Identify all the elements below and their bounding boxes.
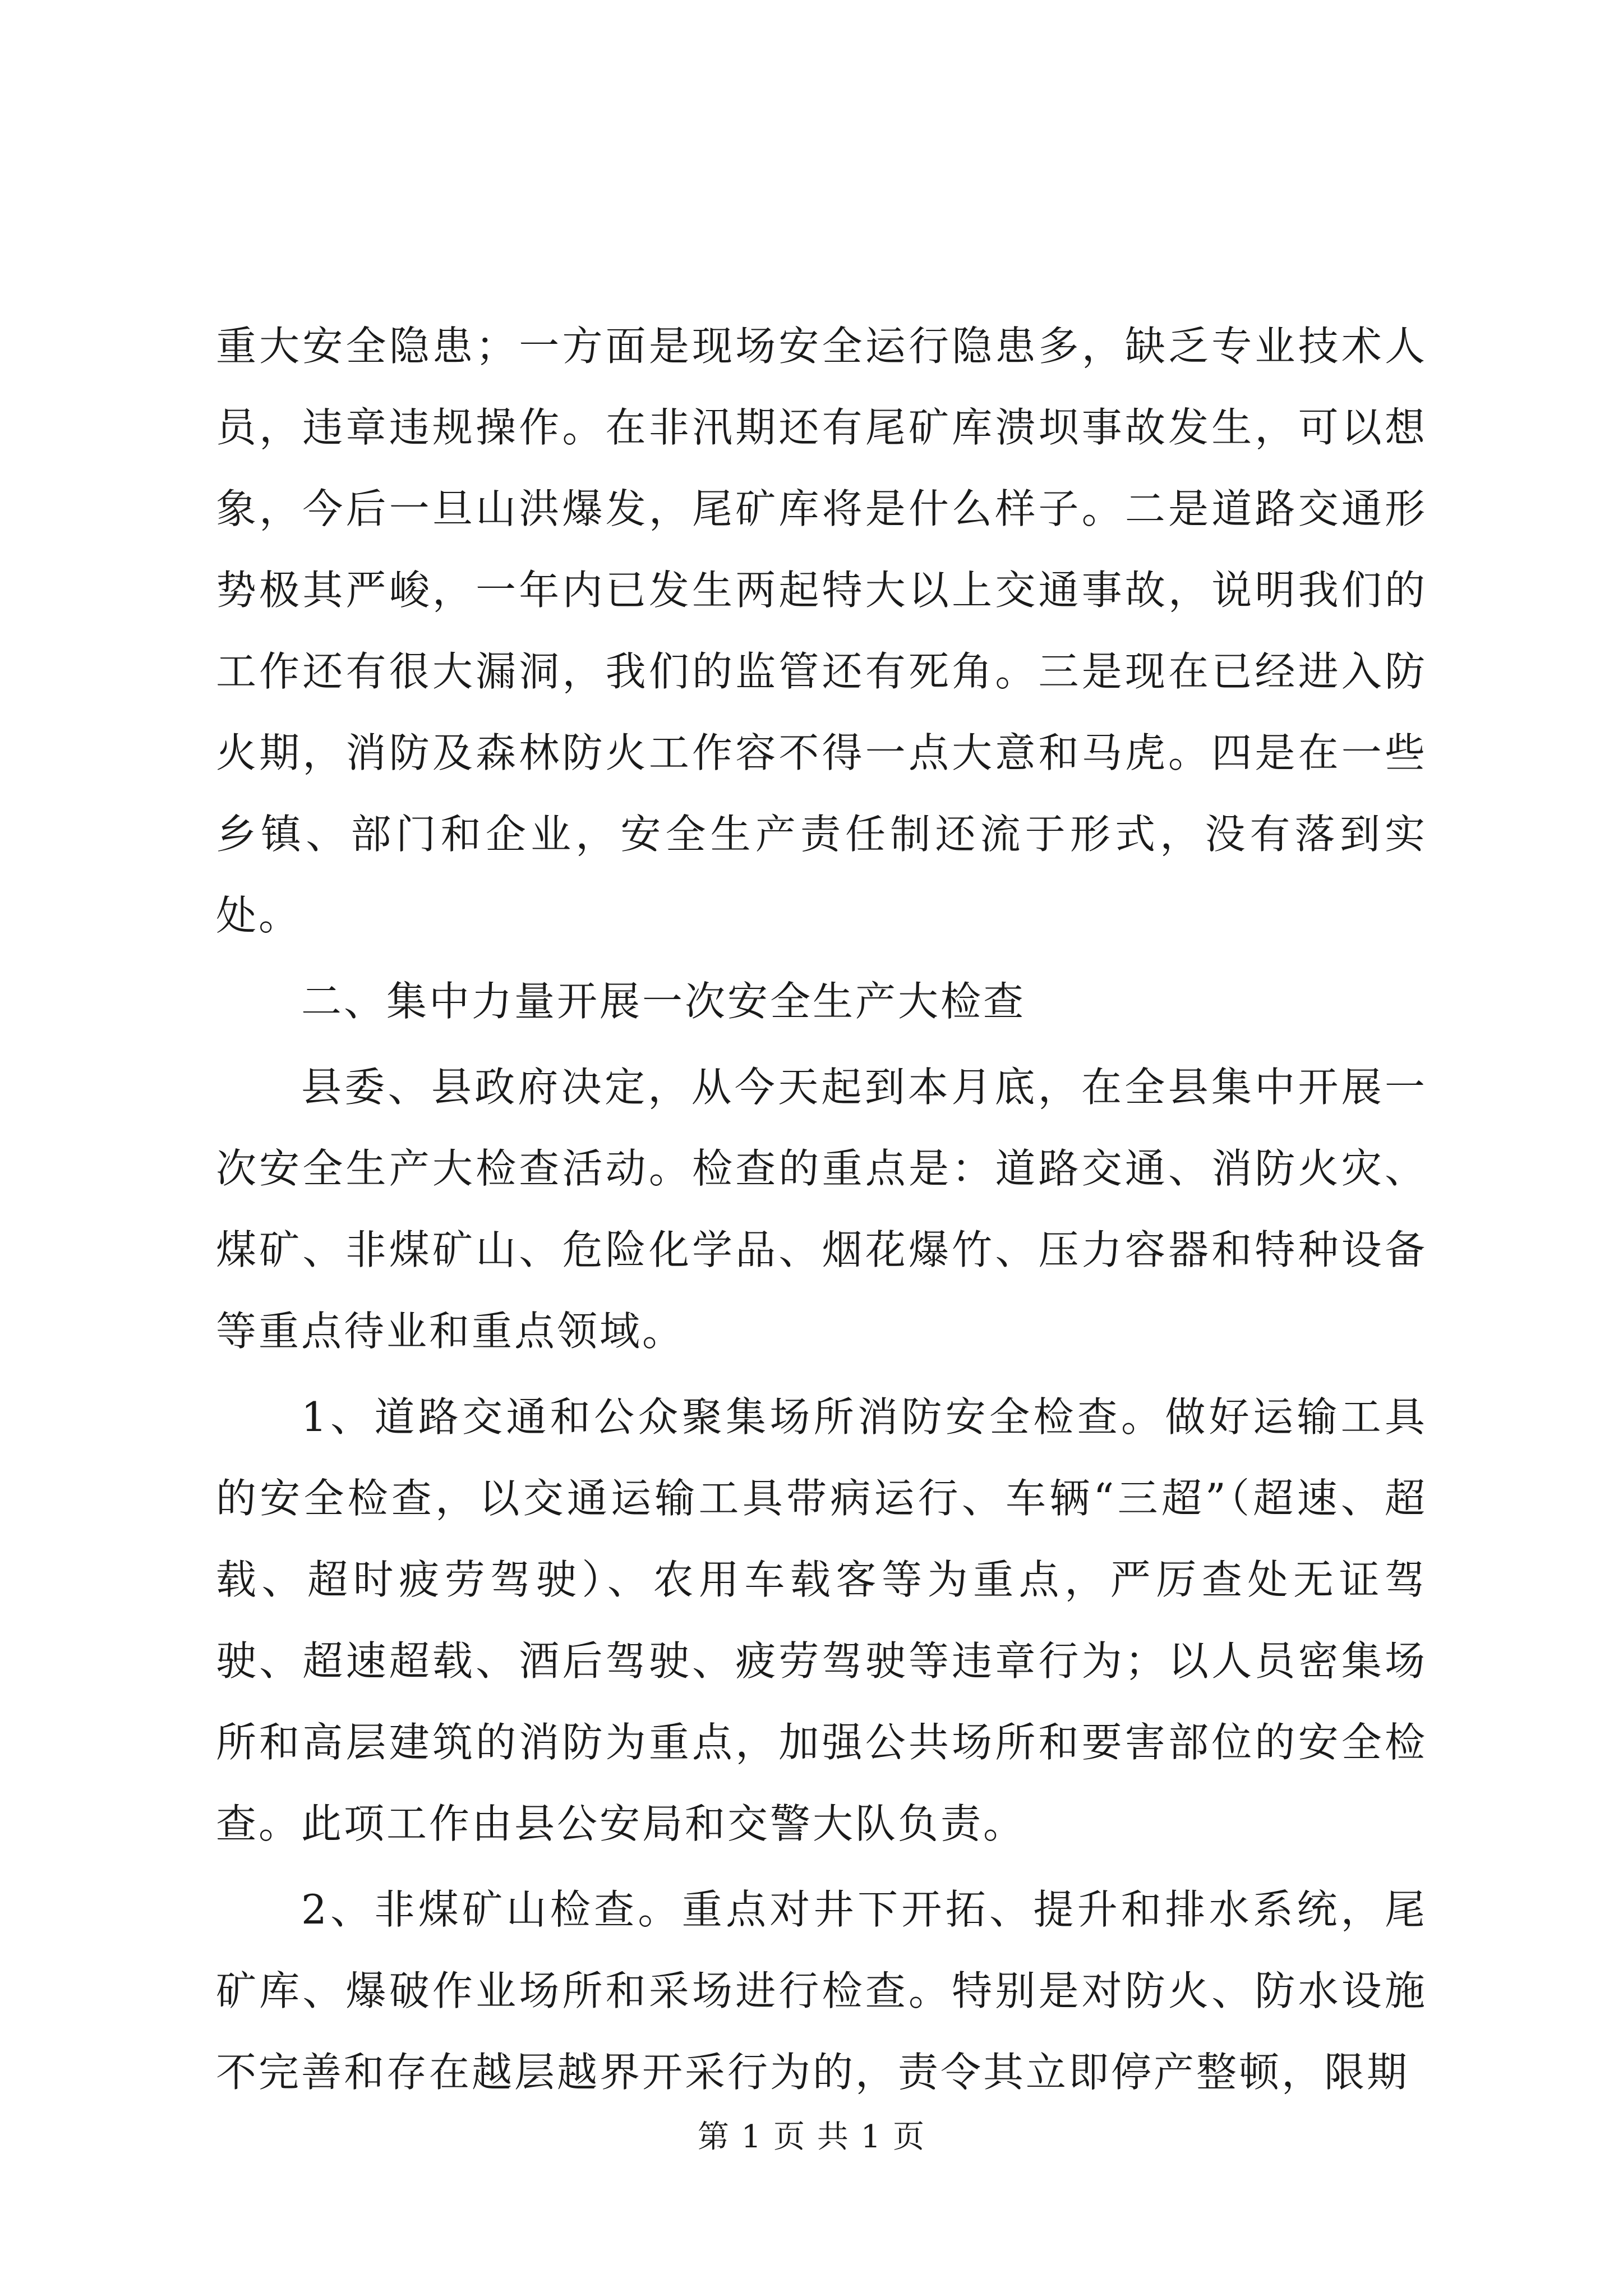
paragraph-inspection-decision: 县委、县政府决定，从今天起到本月底，在全县集中开展一次安全生产大检查活动。检查的重点是：道路交通、消防火灾、煤矿、非煤矿山、危险化学品、烟花爆竹、压力容器和特种设备等重点待业和重点领域。 xyxy=(216,1064,1427,1355)
document-body xyxy=(216,306,1427,2113)
page-footer: 第 1 页 共 1 页 xyxy=(697,2119,926,2155)
section-heading-2: 二、集中力量开展一次安全生产大检查 xyxy=(301,978,1026,1025)
paragraph-item-1: 1、道路交通和公众聚集场所消防安全检查。做好运输工具的安全检查，以交通运输工具带病运行、车辆“三超”（超速、超载、超时疲劳驾驶）、农用车载客等为重点，严厉查处无证驾驶、超速超载、酒后驾驶、疲劳驾驶等违章行为；以人员密集场所和高层建筑的消防为重点，加强公共场所和要害部位的安全检查。此项工作由县公安局和交警大队负责。 xyxy=(216,1393,1427,1847)
paragraph-continuation: 重大安全隐患；一方面是现场安全运行隐患多，缺乏专业技术人员，违章违规操作。在非汛期还有尾矿库溃坝事故发生，可以想象，今后一旦山洪爆发，尾矿库将是什么样子。二是道路交通形势极其严峻，一年内已发生两起特大以上交通事故，说明我们的工作还有很大漏洞，我们的监管还有死角。三是现在已经进入防火期，消防及森林防火工作容不得一点大意和马虎。四是在一些乡镇、部门和企业，安全生产责任制还流于形式，没有落到实处。 xyxy=(216,323,1427,939)
paragraph-item-2: 2、非煤矿山检查。重点对井下开拓、提升和排水系统，尾矿库、爆破作业场所和采场进行检查。特别是对防火、防水设施不完善和存在越层越界开采行为的，责令其立即停产整顿，限期 xyxy=(216,1886,1427,2096)
